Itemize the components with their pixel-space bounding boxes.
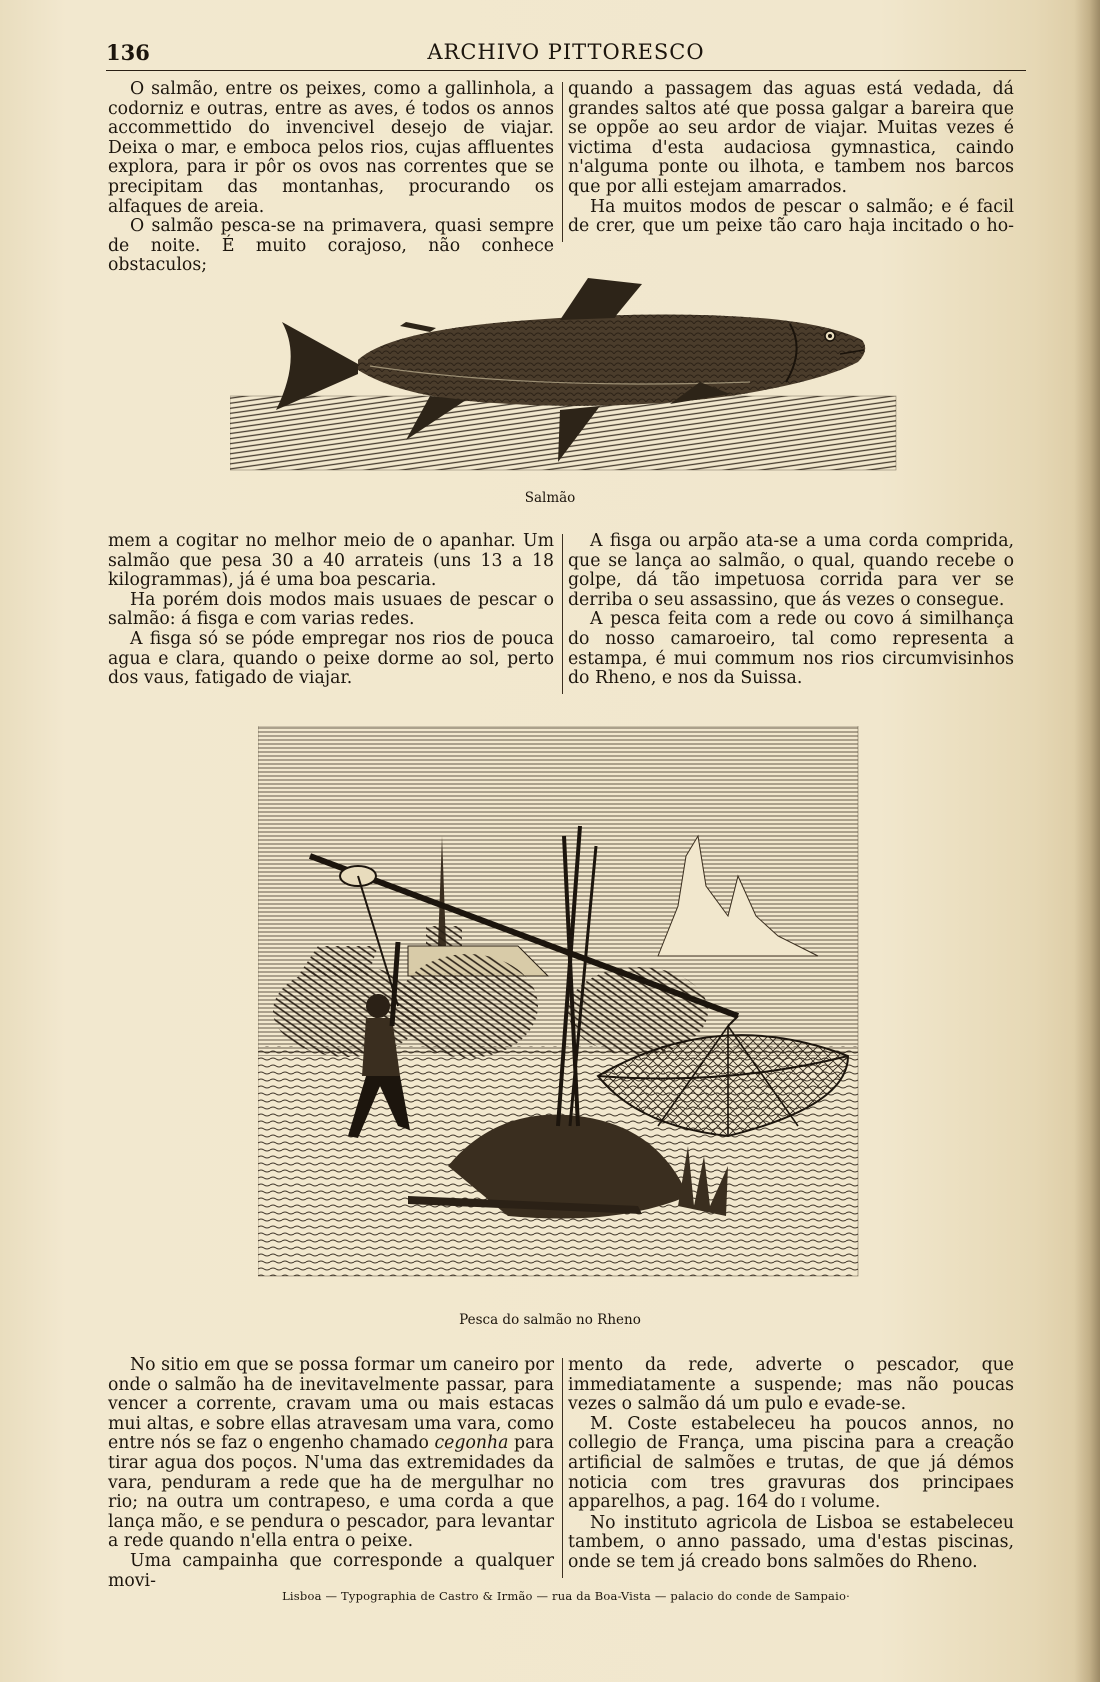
paragraph: Uma campainha que corresponde a qualquer movi- <box>108 1550 554 1591</box>
section1-left-column <box>108 80 554 276</box>
section2-left-column <box>108 532 554 689</box>
section3-right-column <box>568 1356 1014 1573</box>
column-rule <box>562 534 563 694</box>
paragraph-text: M. Coste estabeleceu ha poucos annos, no collegio de França, uma piscina para a creação artificial de salmões e trutas, de que já démos noticia com tres gravuras dos principaes apparelhos, a pag. 164 do <box>568 1413 1014 1513</box>
section3-left-column <box>108 1356 554 1591</box>
column-rule <box>562 82 563 242</box>
paragraph <box>108 1356 554 1552</box>
section1-right-column <box>568 80 1014 237</box>
roman-numeral: I <box>800 1496 806 1512</box>
paragraph: Ha porém dois modos mais usuaes de pescar o salmão: á fisga e com varias redes. <box>108 589 554 630</box>
page-edge-shadow <box>1074 0 1100 1682</box>
salmon-fishing-engraving <box>258 726 862 1280</box>
italic-term: cegonha <box>434 1433 509 1454</box>
paragraph: quando a passagem das aguas está vedada, dá grandes saltos até que possa galgar a bareira que se oppõe ao seu ardor de viajar. Muitas vezes é victima d'esta audaciosa gymnastica, caindo n'alguma ponte ou ilhota, e tambem nos barcos que por alli estejam amarrados. <box>568 79 1014 197</box>
figure-caption: Pesca do salmão no Rheno <box>459 1312 641 1328</box>
paragraph: A pesca feita com a rede ou covo á similhança do nosso camaroeiro, tal como representa a estampa, é mui commum nos rios circumvisinhos do Rheno, e nos da Suissa. <box>568 609 1014 689</box>
paragraph: No instituto agricola de Lisboa se estabeleceu tambem, o anno passado, uma d'estas piscinas, onde se tem já creado bons salmões do Rheno. <box>568 1512 1014 1572</box>
paragraph: Ha muitos modos de pescar o salmão; e é facil de crer, que um peixe tão caro haja incitado o ho- <box>568 196 1014 237</box>
journal-title: ARCHIVO PITTORESCO <box>427 40 705 64</box>
paragraph <box>568 1415 1014 1514</box>
paragraph: mem a cogitar no melhor meio de o apanhar. Um salmão que pesa 30 a 40 arrateis (uns 13 a 18 kilogrammas), já é uma boa pescaria. <box>108 531 554 591</box>
imprint-footer: Lisboa — Typographia de Castro & Irmão — rua da Boa-Vista — palacio do conde de Sampaio· <box>282 1589 850 1603</box>
paragraph-text: No sitio em que se possa formar um caneiro por onde o salmão ha de inevitavelmente passar, para vencer a corrente, cravam uma ou mais estacas mui altas, e sobre ellas atravesam uma vara, como entre nós se faz o engenho chamado <box>108 1355 554 1454</box>
paragraph: A fisga só se póde empregar nos rios de pouca agua e clara, quando o peixe dorme ao sol, perto dos vaus, fatigado de viajar. <box>108 628 554 689</box>
paragraph: O salmão pesca-se na primavera, quasi sempre de noite. É muito corajoso, não conhece obstaculos; <box>108 216 554 276</box>
paragraph-text: para tirar agua dos poços. N'uma das extremidades da vara, penduram a rede que ha de mergulhar no rio; na outra um contrapeso, e uma corda a que lança mão, e se pendura o pescador, para levantar a rede quando n'ella entra o peixe. <box>108 1433 554 1552</box>
paragraph: O salmão, entre os peixes, como a gallinhola, a codorniz e outras, entre as aves, é todos os annos accommettido do invencivel desejo de viajar. Deixa o mar, e emboca pelos rios, cujas affluentes explora, para ir pôr os ovos nas correntes que se precipitam das montanhas, procurando os alfaques de areia. <box>108 79 554 217</box>
paragraph: mento da rede, adverte o pescador, que immediatamente a suspende; mas não poucas vezes o salmão dá um pulo e evade-se. <box>568 1355 1014 1415</box>
page-header <box>106 38 1026 71</box>
section2-right-column <box>568 532 1014 689</box>
column-rule <box>562 1358 563 1578</box>
figure-caption: Salmão <box>524 490 576 506</box>
page-number: 136 <box>106 40 150 65</box>
paragraph-text: volume. <box>805 1492 881 1513</box>
paragraph: A fisga ou arpão ata-se a uma corda comprida, que se lança ao salmão, o qual, quando recebe o golpe, dá tão impetuosa corrida para ver se derriba o seu assassino, que ás vezes o consegue. <box>568 531 1014 610</box>
salmon-engraving <box>230 270 902 476</box>
